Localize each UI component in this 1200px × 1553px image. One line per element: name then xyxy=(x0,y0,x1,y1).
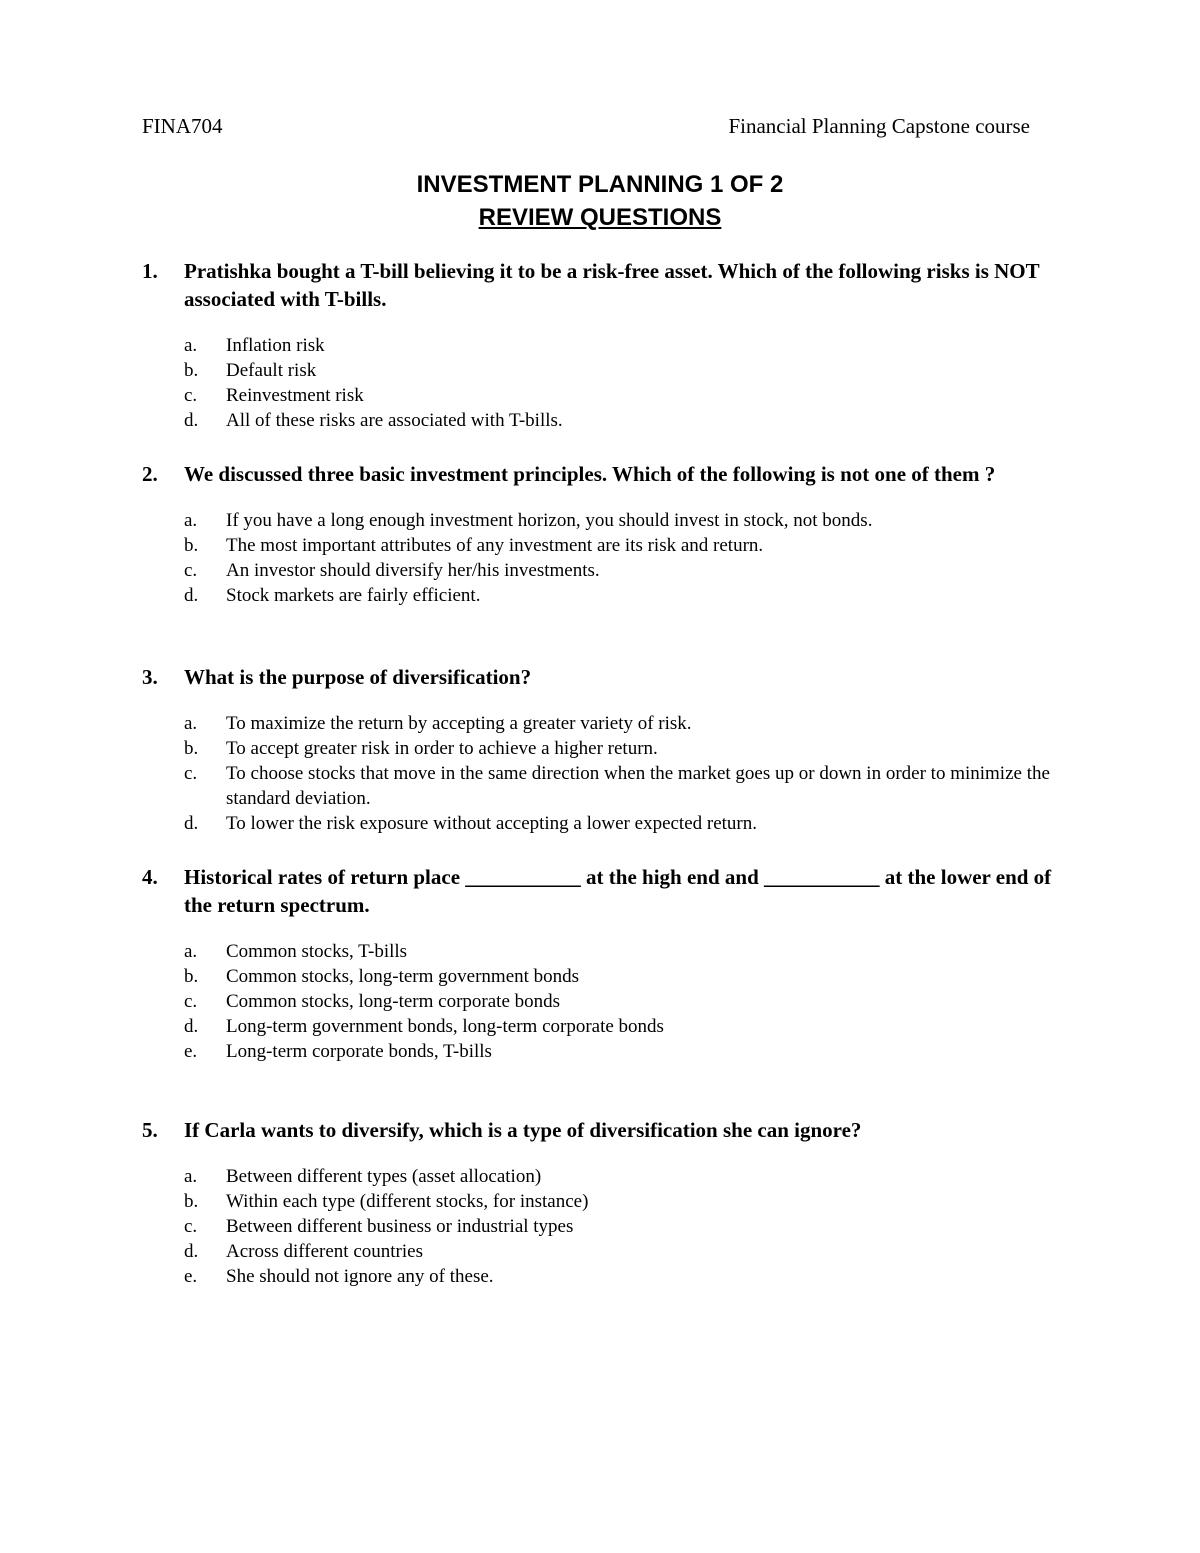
option-item xyxy=(184,1189,1062,1214)
question-text: If Carla wants to diversify, which is a type of diversification she can ignore? xyxy=(184,1118,862,1142)
option-text: The most important attributes of any investment are its risk and return. xyxy=(226,535,764,556)
option-letter: a. xyxy=(184,510,198,531)
option-item xyxy=(184,358,1062,383)
option-text: To choose stocks that move in the same direction when the market goes up or down in order to minimize the standard deviation. xyxy=(226,763,1050,809)
question-number: 3. xyxy=(142,665,158,689)
option-text: Long-term corporate bonds, T-bills xyxy=(226,1041,492,1062)
option-text: Inflation risk xyxy=(226,335,325,356)
option-letter: e. xyxy=(184,1266,198,1287)
question-number: 4. xyxy=(142,865,158,889)
option-letter: a. xyxy=(184,1166,198,1187)
option-text: Between different types (asset allocation) xyxy=(226,1166,542,1187)
option-item xyxy=(184,736,1062,761)
title-line-1: INVESTMENT PLANNING 1 OF 2 xyxy=(416,171,784,198)
option-text: Common stocks, long-term government bonds xyxy=(226,966,580,987)
option-text: All of these risks are associated with T-bills. xyxy=(226,410,563,431)
option-text: Across different countries xyxy=(226,1241,423,1262)
option-letter: d. xyxy=(184,410,199,431)
option-item xyxy=(184,558,1062,583)
option-text: If you have a long enough investment horizon, you should invest in stock, not bonds. xyxy=(226,510,873,531)
option-text: Default risk xyxy=(226,360,317,381)
option-letter: c. xyxy=(184,560,198,581)
option-list xyxy=(184,711,1062,836)
option-list xyxy=(184,333,1062,433)
document-title xyxy=(0,168,1200,234)
option-text: To lower the risk exposure without accepting a lower expected return. xyxy=(226,813,758,834)
option-item xyxy=(184,1014,1062,1039)
option-list xyxy=(184,1164,1062,1289)
option-item xyxy=(184,964,1062,989)
option-item xyxy=(184,533,1062,558)
option-letter: d. xyxy=(184,1241,199,1262)
option-letter: c. xyxy=(184,1216,198,1237)
option-letter: e. xyxy=(184,1041,198,1062)
question-stem xyxy=(142,257,1062,313)
question-stem xyxy=(142,1116,1062,1144)
question-text: Pratishka bought a T-bill believing it to be a risk-free asset. Which of the following risks is NOT associated with T-bills. xyxy=(184,259,1040,311)
question-stem xyxy=(142,460,1062,488)
option-letter: a. xyxy=(184,941,198,962)
option-item xyxy=(184,1214,1062,1239)
course-name: Financial Planning Capstone course xyxy=(728,114,1030,138)
option-item xyxy=(184,1039,1062,1064)
question-text: Historical rates of return place ___________ at the high end and ___________ at the lower end of the return spectrum. xyxy=(184,865,1052,917)
option-item xyxy=(184,583,1062,608)
option-text: Stock markets are fairly efficient. xyxy=(226,585,481,606)
option-letter: b. xyxy=(184,360,199,381)
question-stem xyxy=(142,663,1062,691)
option-text: To accept greater risk in order to achieve a higher return. xyxy=(226,738,658,759)
question-text: What is the purpose of diversification? xyxy=(184,665,532,689)
option-item xyxy=(184,408,1062,433)
option-list xyxy=(184,508,1062,608)
option-text: She should not ignore any of these. xyxy=(226,1266,494,1287)
option-item xyxy=(184,1239,1062,1264)
option-item xyxy=(184,711,1062,736)
question-5 xyxy=(142,1116,1062,1289)
option-letter: d. xyxy=(184,585,199,606)
option-text: An investor should diversify her/his investments. xyxy=(226,560,600,581)
option-item xyxy=(184,761,1062,811)
option-text: Common stocks, long-term corporate bonds xyxy=(226,991,561,1012)
course-code: FINA704 xyxy=(142,114,223,138)
option-text: Common stocks, T-bills xyxy=(226,941,408,962)
option-letter: c. xyxy=(184,385,198,406)
question-text: We discussed three basic investment principles. Which of the following is not one of them ? xyxy=(184,462,996,486)
option-item xyxy=(184,1264,1062,1289)
option-item xyxy=(184,383,1062,408)
option-letter: b. xyxy=(184,1191,199,1212)
question-stem xyxy=(142,863,1062,919)
option-item xyxy=(184,939,1062,964)
option-letter: d. xyxy=(184,1016,199,1037)
option-item xyxy=(184,333,1062,358)
question-4 xyxy=(142,863,1062,1064)
option-text: To maximize the return by accepting a greater variety of risk. xyxy=(226,713,692,734)
option-list xyxy=(184,939,1062,1064)
title-line-2: REVIEW QUESTIONS xyxy=(478,204,722,231)
option-letter: a. xyxy=(184,713,198,734)
option-text: Between different business or industrial types xyxy=(226,1216,574,1237)
question-number: 2. xyxy=(142,462,158,486)
option-text: Within each type (different stocks, for instance) xyxy=(226,1191,589,1212)
option-text: Long-term government bonds, long-term corporate bonds xyxy=(226,1016,664,1037)
option-letter: b. xyxy=(184,966,199,987)
question-1 xyxy=(142,257,1062,433)
question-number: 1. xyxy=(142,259,158,283)
question-3 xyxy=(142,663,1062,836)
option-letter: b. xyxy=(184,535,199,556)
option-letter: a. xyxy=(184,335,198,356)
option-text: Reinvestment risk xyxy=(226,385,364,406)
option-letter: c. xyxy=(184,763,198,784)
question-2 xyxy=(142,460,1062,608)
option-item xyxy=(184,811,1062,836)
option-item xyxy=(184,508,1062,533)
option-letter: d. xyxy=(184,813,199,834)
option-item xyxy=(184,1164,1062,1189)
question-number: 5. xyxy=(142,1118,158,1142)
option-letter: b. xyxy=(184,738,199,759)
option-item xyxy=(184,989,1062,1014)
option-letter: c. xyxy=(184,991,198,1012)
